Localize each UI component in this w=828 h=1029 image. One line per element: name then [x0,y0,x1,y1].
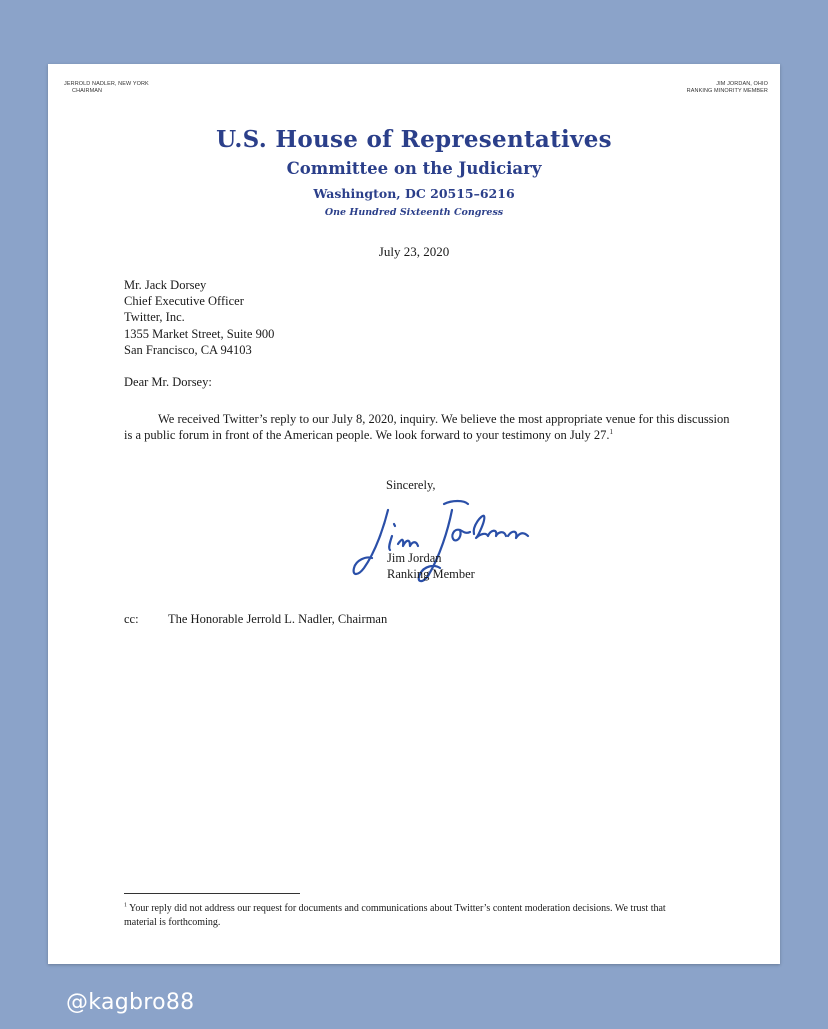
recipient-title: Chief Executive Officer [124,294,244,309]
signature-block [348,468,548,598]
footnote-reference: 1 [609,427,613,436]
cc-label: cc: [124,612,139,626]
cc-line [124,612,387,627]
letterhead-city: Washington, DC 20515–6216 [313,186,515,201]
recipient-city: San Francisco, CA 94103 [124,342,252,357]
signer-name: Jim Jordan [387,551,442,565]
letter-page [48,64,780,964]
signer-title: Ranking Member [387,567,475,581]
footnote-divider [124,893,300,894]
recipient-street: 1355 Market Street, Suite 900 [124,326,275,341]
recipient-address [124,277,274,358]
letter-date: July 23, 2020 [378,244,450,259]
letter-body-text: We received Twitter’s reply to our July 8, 2020, inquiry. We believe the most appropriate venue for this discussion is a public forum in front of the American people. We look forward to your testimony on July 27. [124,412,730,442]
recipient-company: Twitter, Inc. [124,310,185,325]
letterhead-committee: Committee on the Judiciary [286,159,542,178]
watermark-handle: @kagbro88 [66,990,195,1015]
footnote [124,902,694,929]
salutation: Dear Mr. Dorsey: [124,375,212,389]
closing: Sincerely, [386,478,436,492]
chairman-header [64,81,149,95]
ranking-member-title: RANKING MINORITY MEMBER [686,88,768,94]
chairman-name: JERROLD NADLER, NEW YORK [64,81,149,87]
letterhead-congress: One Hundred Sixteenth Congress [324,207,504,218]
footnote-text: Your reply did not address our request for documents and communications about Twitter’s content moderation decisions. We trust that material is forthcoming. [124,903,666,928]
chairman-title: CHAIRMAN [72,88,103,94]
ranking-member-name: JIM JORDAN, OHIO [716,81,768,87]
cc-recipient: The Honorable Jerrold L. Nadler, Chairman [168,612,388,626]
footnote-marker: 1 [124,902,127,909]
letterhead-house: U.S. House of Representatives [216,126,612,153]
recipient-name: Mr. Jack Dorsey [124,278,207,292]
letter-body [124,411,734,443]
ranking-member-header [687,81,768,95]
